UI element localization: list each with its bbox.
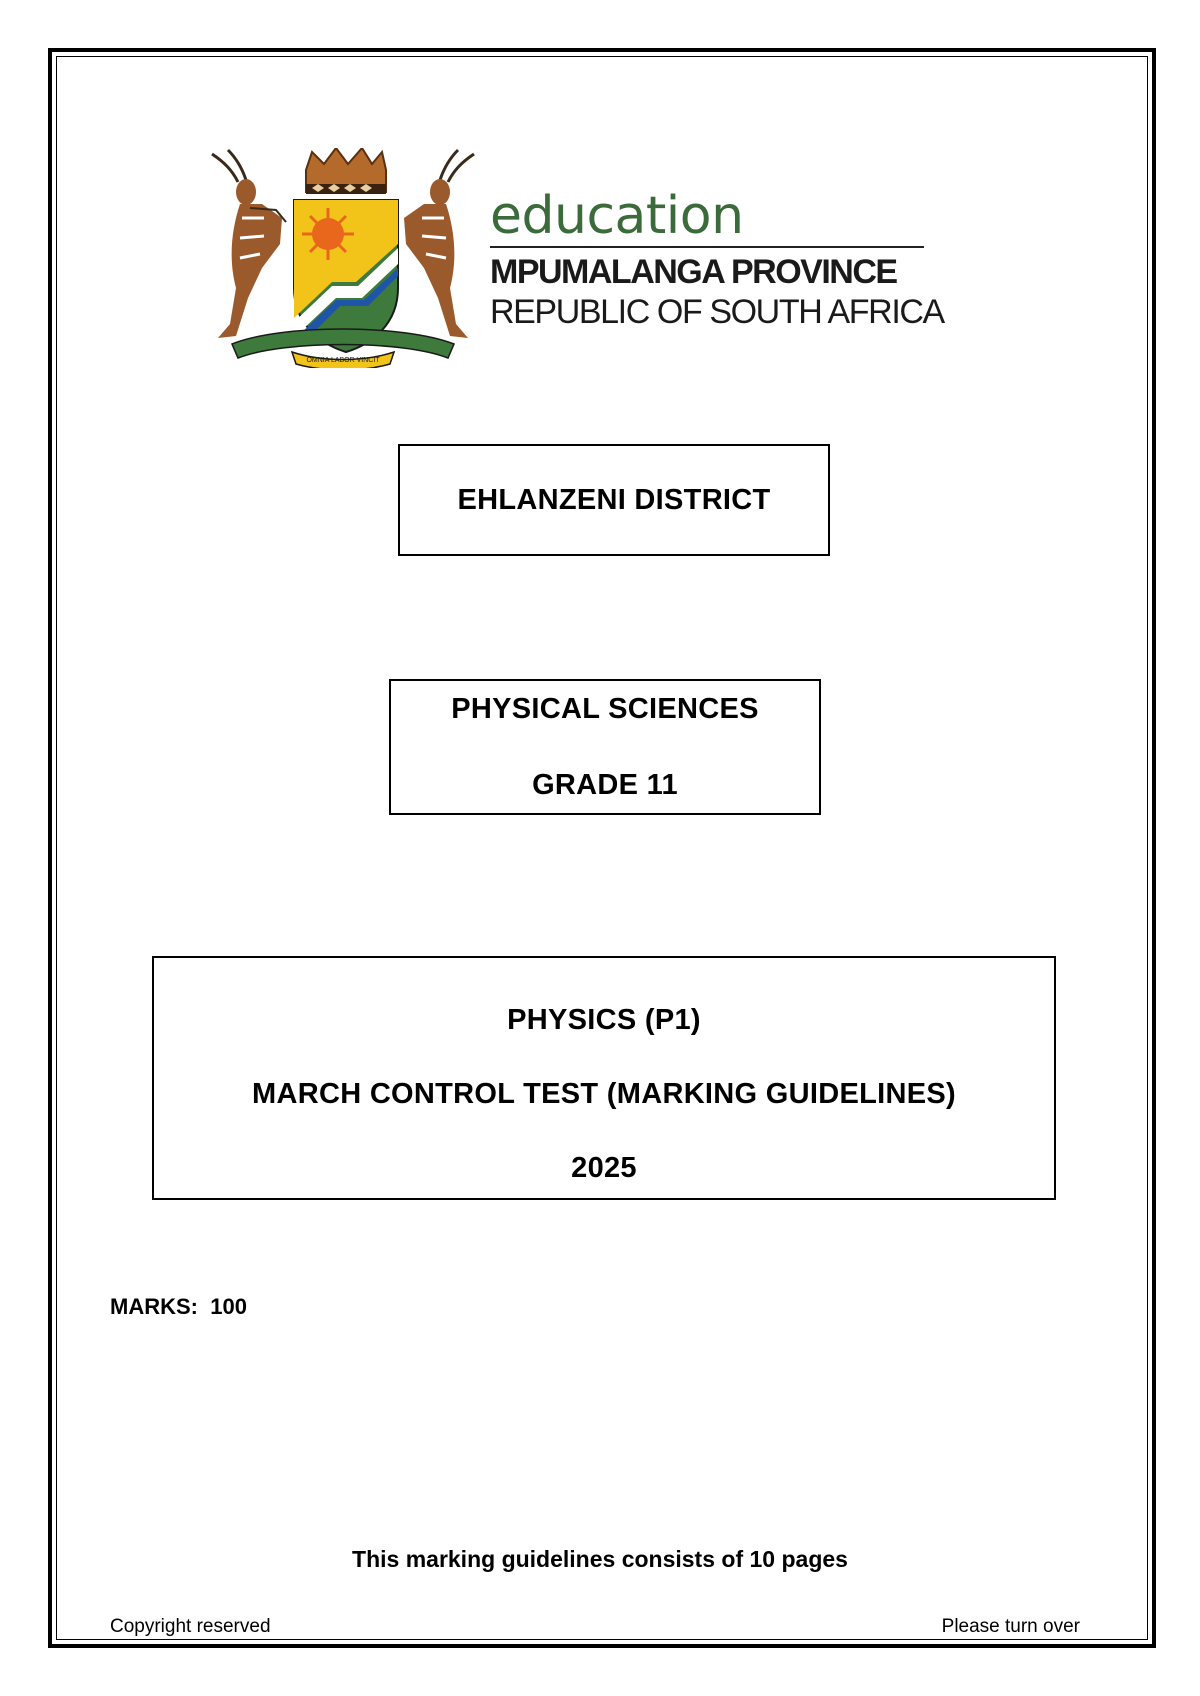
marks-label: MARKS: — [110, 1294, 198, 1319]
page-count-note: This marking guidelines consists of 10 pages — [352, 1546, 848, 1572]
logo-province: MPUMALANGA PROVINCE — [490, 253, 897, 291]
district-box — [398, 444, 830, 556]
marks-line — [110, 1294, 247, 1320]
coat-of-arms-logo — [202, 148, 484, 368]
grade-label: GRADE 11 — [532, 769, 678, 801]
logo-divider — [490, 246, 924, 248]
left-antelope-icon — [212, 150, 286, 338]
logo-brand: education — [490, 186, 744, 246]
marks-value: 100 — [210, 1294, 247, 1319]
footer-turn-over: Please turn over — [941, 1616, 1080, 1637]
logo-country: REPUBLIC OF SOUTH AFRICA — [490, 293, 944, 331]
paper-year: 2025 — [571, 1152, 637, 1184]
department-logo-text — [490, 186, 944, 332]
crown-icon — [306, 148, 386, 194]
test-title: MARCH CONTROL TEST (MARKING GUIDELINES) — [252, 1078, 956, 1110]
subject-name: PHYSICAL SCIENCES — [451, 693, 759, 725]
motto-text: OMNIA LABOR VINCIT — [306, 357, 380, 364]
paper-title: PHYSICS (P1) — [507, 1004, 701, 1036]
right-antelope-icon — [404, 150, 474, 338]
paper-box — [152, 956, 1056, 1200]
district-name: EHLANZENI DISTRICT — [457, 484, 771, 516]
footer-copyright: Copyright reserved — [110, 1616, 271, 1637]
subject-box — [389, 679, 821, 815]
